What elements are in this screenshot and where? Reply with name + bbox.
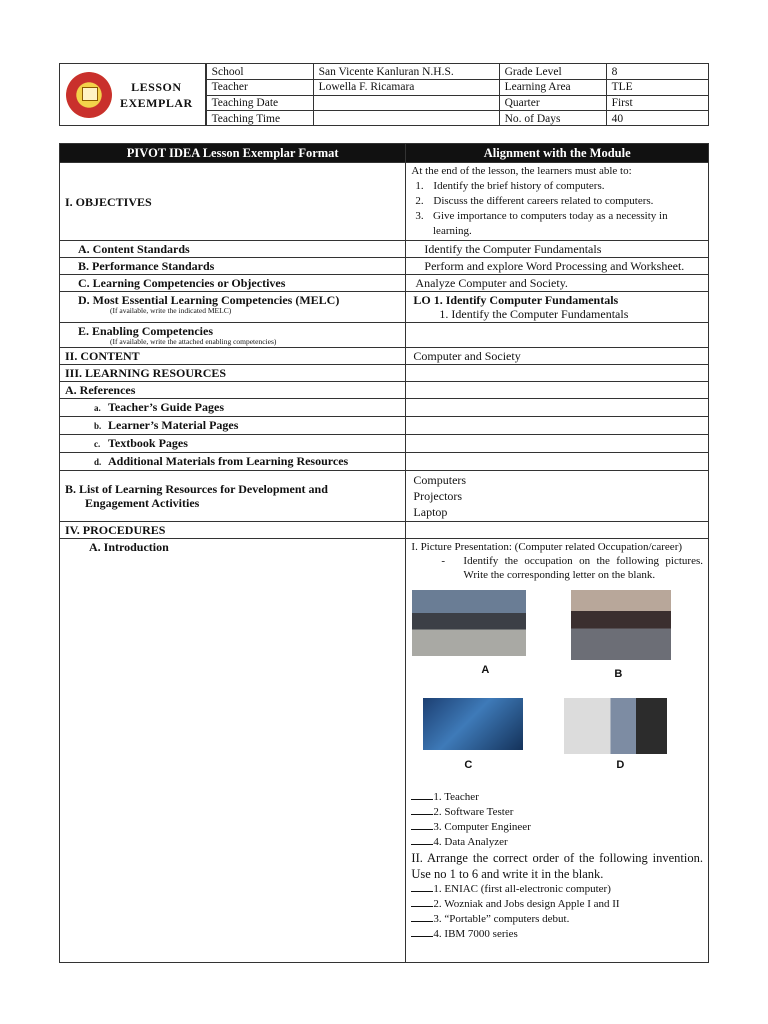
lesson-exemplar-title xyxy=(120,79,193,111)
computer-lab-photo-icon xyxy=(412,590,526,656)
procedures-label: IV. PROCEDURES xyxy=(60,522,406,539)
logo-cell xyxy=(60,64,206,125)
list-resources-value xyxy=(406,471,709,522)
school-seal-icon xyxy=(66,72,112,118)
lesson-table xyxy=(59,143,709,963)
table-row xyxy=(60,258,709,275)
table-row xyxy=(60,365,709,382)
table-row xyxy=(60,399,709,417)
header-key: School xyxy=(206,64,313,80)
list-item: 3. Give importance to computers today as a necessity in learning. xyxy=(415,210,668,237)
content-label: II. CONTENT xyxy=(60,348,406,365)
header-key: Teaching Time xyxy=(206,111,313,127)
table-row xyxy=(60,539,709,963)
list-item: 2. Software Tester xyxy=(411,805,703,820)
intro-part2: II. Arrange the correct order of the following invention. Use no 1 to 6 and write it in the blank. xyxy=(411,851,703,881)
content-standards-label: A. Content Standards xyxy=(60,241,406,258)
header-value: TLE xyxy=(606,80,708,96)
table-row xyxy=(60,453,709,471)
performance-standards-value: Perform and explore Word Processing and Worksheet. xyxy=(406,258,709,275)
melc-note: (If available, write the indicated MELC) xyxy=(110,306,232,315)
header-value xyxy=(313,95,499,111)
table-row xyxy=(60,471,709,522)
table-row xyxy=(60,435,709,453)
photo-label: D xyxy=(616,759,625,771)
list-resources-label xyxy=(60,471,406,522)
list-item: 4. IBM 7000 series xyxy=(411,927,703,942)
table-row xyxy=(60,522,709,539)
list-item: 3. “Portable” computers debut. xyxy=(411,912,703,927)
enabling-label: E. Enabling Competencies xyxy=(78,324,214,338)
melc-label: D. Most Essential Learning Competencies (MELC) xyxy=(78,293,340,307)
objectives-label: I. OBJECTIVES xyxy=(60,163,406,241)
content-standards-value: Identify the Computer Fundamentals xyxy=(406,241,709,258)
photo-label: C xyxy=(464,759,473,771)
header-row xyxy=(206,95,708,111)
melc-value-cell xyxy=(406,292,709,323)
header-value: Lowella F. Ricamara xyxy=(313,80,499,96)
ref-item: d. Additional Materials from Learning Resources xyxy=(60,453,406,471)
header-key: Grade Level xyxy=(499,64,606,80)
server-room-photo-icon xyxy=(423,698,523,750)
list-item: 2. Wozniak and Jobs design Apple I and II xyxy=(411,897,703,912)
table-row xyxy=(60,275,709,292)
list-item: 4. Data Analyzer xyxy=(411,835,703,850)
references-label: A. References xyxy=(60,382,406,399)
list-item: 3. Computer Engineer xyxy=(411,820,703,835)
list-item: Laptop xyxy=(413,505,448,519)
intro-part1: I. Picture Presentation: (Computer related Occupation/career) xyxy=(411,541,683,553)
list-resources-label-line2: Engagement Activities xyxy=(85,496,200,510)
header-value: San Vicente Kanluran N.H.S. xyxy=(313,64,499,80)
header-row xyxy=(206,80,708,96)
header-key: Quarter xyxy=(499,95,606,111)
header-value: 8 xyxy=(606,64,708,80)
dash-mark: - xyxy=(441,555,446,567)
table-header-row xyxy=(60,144,709,163)
enabling-label-cell xyxy=(60,323,406,348)
table-row xyxy=(60,382,709,399)
list-resources-label-line1: B. List of Learning Resources for Development and xyxy=(65,482,328,496)
col-left-header: PIVOT IDEA Lesson Exemplar Format xyxy=(60,144,406,163)
procedures-value xyxy=(406,522,709,539)
intro-instruction-row xyxy=(411,554,703,582)
photo-label: B xyxy=(614,668,623,680)
competencies-value: Analyze Computer and Society. xyxy=(406,275,709,292)
col-right-header: Alignment with the Module xyxy=(406,144,709,163)
performance-standards-label: B. Performance Standards xyxy=(60,258,406,275)
competencies-label: C. Learning Competencies or Objectives xyxy=(60,275,406,292)
header-key: Learning Area xyxy=(499,80,606,96)
ref-item-value xyxy=(406,399,709,417)
ref-item: c. Textbook Pages xyxy=(60,435,406,453)
melc-value-lo: LO 1. Identify Computer Fundamentals xyxy=(413,293,619,307)
resources-value xyxy=(406,365,709,382)
table-row xyxy=(60,292,709,323)
enabling-note: (If available, write the attached enabling competencies) xyxy=(110,337,277,346)
ref-item: a. Teacher’s Guide Pages xyxy=(60,399,406,417)
resources-label: III. LEARNING RESOURCES xyxy=(60,365,406,382)
list-item: 1. Teacher xyxy=(411,790,703,805)
header-key: No. of Days xyxy=(499,111,606,127)
ref-item-value xyxy=(406,417,709,435)
objectives-intro: At the end of the lesson, the learners must able to: xyxy=(411,165,632,177)
ref-item-value xyxy=(406,435,709,453)
header-value: First xyxy=(606,95,708,111)
title-line-1: LESSON xyxy=(131,79,182,94)
melc-label-cell xyxy=(60,292,406,323)
header-row xyxy=(206,64,708,80)
intro-instruction: Identify the occupation on the following pictures. Write the corresponding letter on the blank. xyxy=(463,555,703,581)
header-info-table xyxy=(206,64,708,126)
header-row xyxy=(206,111,708,127)
list-item: Computers xyxy=(413,473,467,487)
introduction-cell xyxy=(406,539,709,963)
introduction-label: A. Introduction xyxy=(60,539,406,963)
photo-grid xyxy=(411,590,703,790)
title-line-2: EXEMPLAR xyxy=(120,95,193,110)
objectives-cell xyxy=(406,163,709,241)
enabling-value xyxy=(406,323,709,348)
data-analyst-photo-icon xyxy=(564,698,667,754)
header-key: Teacher xyxy=(206,80,313,96)
ref-item: b. Learner’s Material Pages xyxy=(60,417,406,435)
table-row xyxy=(60,163,709,241)
content-value: Computer and Society xyxy=(406,348,709,365)
melc-value-item: 1. Identify the Computer Fundamentals xyxy=(439,307,629,321)
list-item: Projectors xyxy=(413,489,463,503)
ref-item-value xyxy=(406,453,709,471)
header-key: Teaching Date xyxy=(206,95,313,111)
photo-label: A xyxy=(481,664,490,676)
references-value xyxy=(406,382,709,399)
office-workers-photo-icon xyxy=(571,590,671,660)
table-row xyxy=(60,323,709,348)
list-item: 1. Identify the brief history of computers. xyxy=(415,180,605,192)
list-item: 2. Discuss the different careers related to computers. xyxy=(415,195,654,207)
table-row xyxy=(60,417,709,435)
table-row xyxy=(60,348,709,365)
lesson-header xyxy=(59,63,709,126)
table-row xyxy=(60,241,709,258)
header-value xyxy=(313,111,499,127)
header-value: 40 xyxy=(606,111,708,127)
list-item: 1. ENIAC (first all-electronic computer) xyxy=(411,882,703,897)
